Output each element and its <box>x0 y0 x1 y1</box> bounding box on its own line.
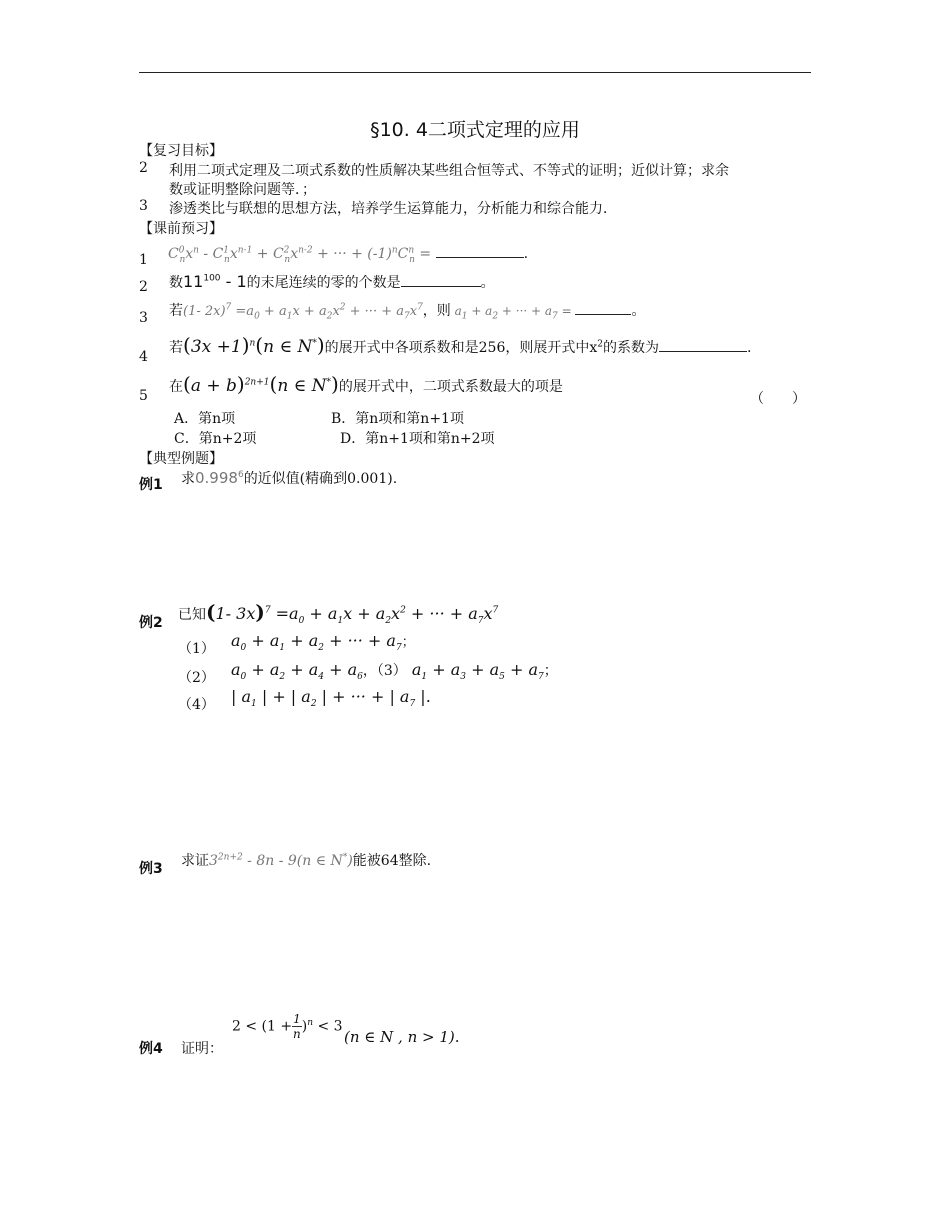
goal-text: 利用二项式定理及二项式系数的性质解决某些组合恒等式、不等式的证明；近似计算；求余 <box>169 163 729 179</box>
question-text: 在$(a + b)^{2n+1}(n$ ∈ N*)的展开式中，二项式系数最大的项是 <box>169 372 563 396</box>
formula-sum-all: $a_0 + a_1 + a_2$ + ··· + $a_7$； <box>231 631 415 654</box>
option-c[interactable]: C．第n+2项 <box>174 431 257 447</box>
formula-a-plus-b-power: $(a + b)^{2n+1}(n$ ∈ N*) <box>183 372 339 396</box>
example-label: 例3 <box>139 861 163 877</box>
answer-blank[interactable] <box>401 272 481 287</box>
section-heading-preview: 【课前预习】 <box>139 221 223 237</box>
goal-text: 渗透类比与联想的思想方法，培养学生运算能力，分析能力和综合能力． <box>169 201 617 217</box>
question-text: 若(1- $2x)^7 =a_0 + a_1x + a_2x^2$ + ··· + $a_7x^7$，则 $a_1 + a_2$ + ··· + $a_7$ = 。 <box>169 300 645 320</box>
example-label: 例2 <box>139 615 163 631</box>
example-label: 例1 <box>139 477 163 493</box>
example-label: 例4 <box>139 1041 163 1057</box>
example-text: 求0.998$^6$的近似值(精确到0.001). <box>181 469 398 487</box>
answer-blank[interactable] <box>659 337 747 352</box>
formula-3x-plus-1-power-n: $(3x +1)^n(n$ ∈ N*) <box>183 333 325 357</box>
formula-condition: (n ∈ N , n > 1). <box>344 1028 460 1046</box>
header-rule <box>139 72 811 73</box>
formula-sum-odd: $a_1 + a_3 + a_5 + a_7$ <box>406 660 544 683</box>
formula-1-minus-3x-expansion: (1- $3x)^7 =a_0 + a_1x + a_2x^2$ + ··· + $a_7x^7$ <box>206 600 499 627</box>
section-heading-examples: 【典型例题】 <box>139 451 223 467</box>
page-title: §10. 4二项式定理的应用 <box>370 119 580 141</box>
formula-inequality: 2 < (1 + $\frac{1}{n}$ )$^n$ < 3 <box>232 1012 343 1041</box>
example-parts-2-3: $a_0 + a_2 + a_4 + a_6$，（3） $a_1 + a_3 + a_5 + a_7$； <box>231 660 558 683</box>
question-number: 1 <box>139 252 148 268</box>
example-text: 求证$3^{2n+2} - 8n - 9(n$ ∈ N*)能被64整除. <box>181 852 432 869</box>
question-text: 数$11^{100} - 1$的末尾连续的零的个数是 。 <box>169 272 495 291</box>
answer-blank[interactable] <box>436 243 524 258</box>
option-b[interactable]: B．第n项和第n+1项 <box>331 411 464 427</box>
formula-sum-even: $a_0 + a_2 + a_4 + a_6$ <box>231 660 363 683</box>
formula-sum-abs: | $a_1$ | + | $a_2$ | + ··· + | $a_7$ |. <box>231 687 431 710</box>
formula-expansion-1-minus-2x: (1- $2x)^7 =a_0 + a_1x + a_2x^2$ + ··· + $a_7x^7$ <box>183 302 423 322</box>
question-number: 2 <box>139 279 148 295</box>
example-text: 证明： <box>181 1041 223 1057</box>
question-number: 5 <box>139 388 148 404</box>
part-label: （1） <box>178 641 215 657</box>
part-label: （4） <box>178 697 215 713</box>
formula-divisibility: $3^{2n+2} - 8n - 9(n$ ∈ N*) <box>209 852 353 869</box>
question-number: 3 <box>139 310 148 326</box>
option-a[interactable]: A．第n项 <box>174 411 236 427</box>
answer-blank[interactable] <box>575 300 631 315</box>
formula-binomial-alternating-sum: $C^0_nx^n - C^1_nx^{n-1} + C^2_nx^{n-2}$ + ··· + $(-1)^nC^n_n$ = . <box>168 243 528 262</box>
goal-number: 3 <box>139 198 148 214</box>
section-heading-review-goals: 【复习目标】 <box>139 143 223 159</box>
part-label: （2） <box>178 670 215 686</box>
formula-11-power-100: $11^{100} - 1$ <box>183 272 247 291</box>
goal-text-continued: 数或证明整除问题等．； <box>169 182 316 198</box>
formula-0998-power-6: 0.998$^6$ <box>195 469 244 487</box>
example-text: 已知(1- $3x)^7 =a_0 + a_1x + a_2x^2$ + ··· + $a_7x^7$ <box>178 600 499 627</box>
answer-bracket: （ ） <box>750 391 806 407</box>
formula-coefficient-sum: $a_1 + a_2$ + ··· + $a_7$ = <box>450 304 576 322</box>
goal-number: 2 <box>139 160 148 176</box>
question-text: 若$(3x +1)^n(n$ ∈ N*)的展开式中各项系数和是256，则展开式中$x^2$的系数为 . <box>169 333 752 357</box>
question-number: 4 <box>139 349 148 365</box>
option-d[interactable]: D．第n+1项和第n+2项 <box>340 431 495 447</box>
